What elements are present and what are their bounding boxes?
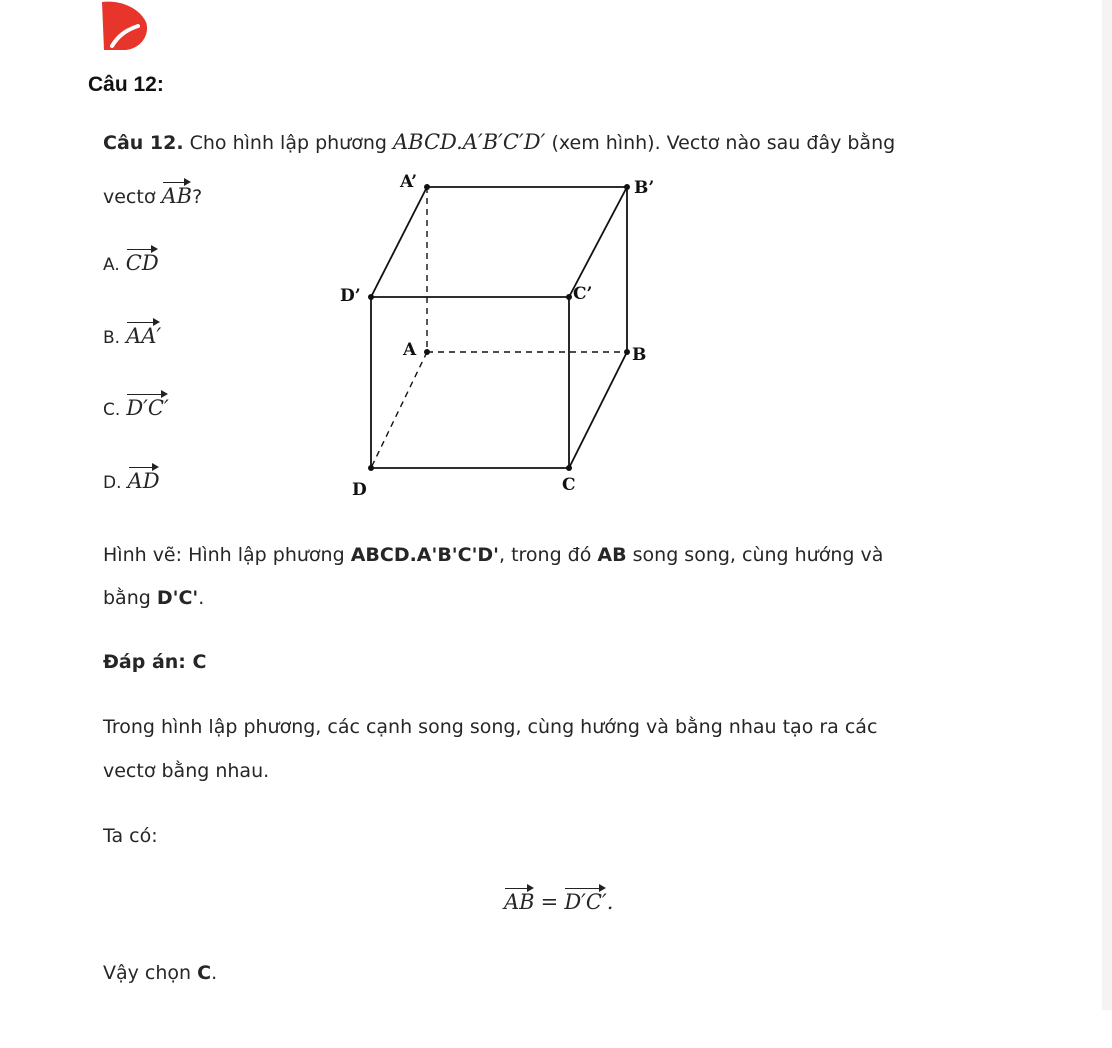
question-text-3: vectơ	[103, 186, 156, 208]
equation-end: .	[606, 890, 614, 914]
option-vector: AA′	[126, 318, 161, 348]
vertex-d	[368, 465, 374, 471]
equation-right: D′C′	[564, 884, 606, 914]
label-a1: A’	[400, 172, 418, 192]
label-d1: D’	[340, 286, 361, 306]
description-text: .	[198, 587, 205, 609]
vertex-a	[424, 349, 430, 355]
description-text: Hình vẽ: Hình lập phương	[103, 544, 351, 566]
option-vector: D′C′	[126, 390, 168, 420]
label-c1: C’	[573, 284, 593, 304]
question-mark: ?	[192, 186, 203, 208]
vertex-b	[624, 349, 630, 355]
vertex-c	[566, 465, 572, 471]
scrollbar-track[interactable]	[1102, 0, 1112, 1010]
vertex-c1	[566, 294, 572, 300]
conclusion-choice: C	[197, 962, 212, 984]
description-dc: D'C'	[156, 587, 199, 609]
explanation-line1: Trong hình lập phương, các cạnh song song, cùng hướng và bằng nhau tạo ra các	[103, 716, 878, 738]
ta-co-text: Ta có:	[103, 825, 158, 847]
description-text: bằng	[103, 587, 157, 609]
equation-left: AB	[504, 884, 535, 914]
label-b: B	[632, 345, 647, 365]
description-text: , trong đó	[498, 544, 598, 566]
explanation-line2: vectơ bằng nhau.	[103, 760, 270, 782]
equation-equals: =	[540, 890, 559, 914]
conclusion-end: .	[211, 962, 218, 984]
edge-ad-hidden	[371, 352, 427, 468]
figure-description	[103, 544, 883, 566]
option-d[interactable]	[103, 463, 160, 493]
label-b1: B’	[634, 178, 655, 198]
option-vector: AD	[128, 463, 160, 493]
equation	[504, 884, 613, 914]
conclusion-text: Vậy chọn	[103, 962, 198, 984]
vertex-b1	[624, 184, 630, 190]
figure-description-line2	[103, 587, 204, 609]
description-cube: ABCD.A'B'C'D'	[350, 544, 499, 566]
question-prefix: Câu 12.	[103, 132, 184, 154]
question-text	[103, 130, 895, 154]
option-a[interactable]	[103, 245, 159, 275]
edge-c1b1	[569, 187, 627, 297]
question-text-2: (xem hình). Vectơ nào sau đây bằng	[551, 132, 896, 154]
option-letter: A.	[103, 255, 120, 275]
vector-ab: AB	[162, 178, 193, 208]
question-heading: Câu 12:	[88, 73, 164, 96]
question-text-1: Cho hình lập phương	[189, 132, 387, 154]
option-letter: D.	[103, 473, 122, 493]
option-letter: B.	[103, 328, 121, 348]
question-text-line2	[103, 178, 202, 208]
label-a: A	[403, 340, 417, 360]
edge-d1a1	[371, 187, 427, 297]
option-vector: CD	[126, 245, 159, 275]
description-text: song song, cùng hướng và	[626, 544, 884, 566]
vertex-d1	[368, 294, 374, 300]
logo-icon	[98, 0, 150, 52]
cube-figure	[330, 165, 660, 510]
option-b[interactable]	[103, 318, 161, 348]
cube-name-math: ABCD.A′B′C′D′	[392, 130, 546, 154]
vertex-a1	[424, 184, 430, 190]
edge-bc	[569, 352, 627, 468]
answer-label: Đáp án: C	[103, 651, 207, 673]
label-d: D	[352, 480, 367, 500]
label-c: C	[562, 475, 576, 495]
option-letter: C.	[103, 400, 121, 420]
option-c[interactable]	[103, 390, 169, 420]
conclusion	[103, 962, 217, 984]
description-ab: AB	[597, 544, 627, 566]
